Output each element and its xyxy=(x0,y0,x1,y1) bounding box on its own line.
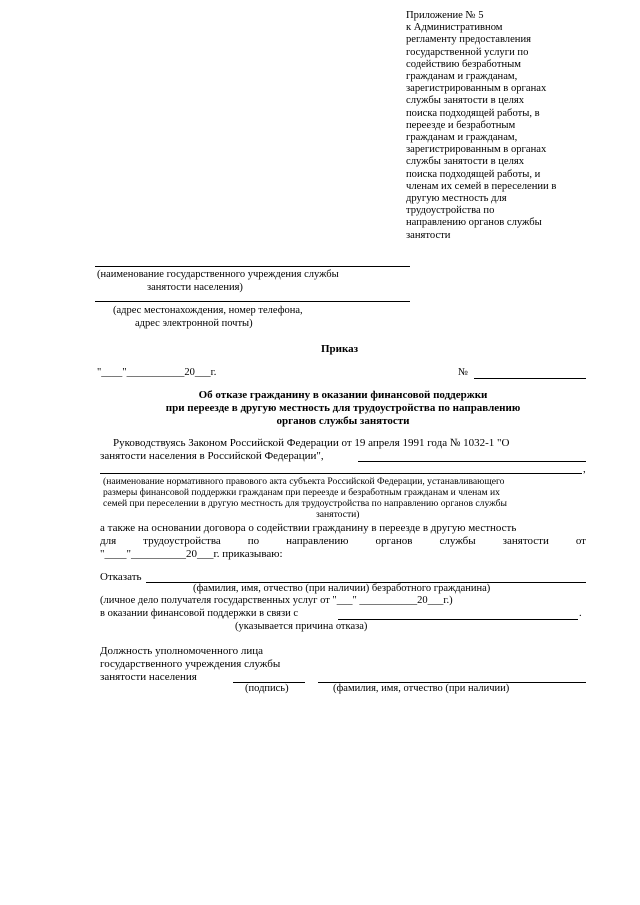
signature-position-3: занятости населения xyxy=(100,671,197,683)
appendix-line: гражданам и гражданам, xyxy=(406,71,518,83)
para1-line2: занятости населения в Российской Федерации", xyxy=(100,450,324,462)
signature-position-1: Должность уполномоченного лица xyxy=(100,645,263,657)
para2-line3: "____"__________20___г. приказываю: xyxy=(100,548,283,560)
appendix-line: трудоустройства по xyxy=(406,205,495,217)
reason-hint: (указывается причина отказа) xyxy=(235,621,368,632)
para2-word: направлению xyxy=(286,535,349,547)
order-number-line xyxy=(474,378,586,379)
appendix-line: другую местность для xyxy=(406,193,507,205)
para2-line2 xyxy=(100,535,586,547)
address-hint-1: (адрес местонахождения, номер телефона, xyxy=(113,305,303,316)
appendix-line: поиска подходящей работы, и xyxy=(406,168,541,180)
act-hint-3: семей при переселении в другую местность для трудоустройства по направлению органов службы xyxy=(103,498,507,509)
address-line xyxy=(95,301,410,302)
para2-word: занятости xyxy=(502,535,549,547)
refusal-text: в оказании финансовой поддержки в связи с xyxy=(100,608,299,619)
address-hint-2: адрес электронной почты) xyxy=(135,318,253,329)
appendix-line: содействию безработным xyxy=(406,58,521,70)
para2-word: для xyxy=(100,535,117,547)
appendix-line: зарегистрированным в органах xyxy=(406,83,547,95)
order-title: Приказ xyxy=(321,343,359,355)
act-fill-line-2 xyxy=(100,473,582,474)
sign-hint: (подпись) xyxy=(245,683,289,694)
act-fill-line-1 xyxy=(358,461,586,462)
refuse-label: Отказать xyxy=(100,571,142,583)
para2-line1: а также на основании договора о содействии гражданину в переезде в другую местность xyxy=(100,522,517,534)
appendix-line: государственной услуги по xyxy=(406,46,529,58)
institution-hint-2: занятости населения) xyxy=(147,282,243,293)
order-number-label: № xyxy=(458,367,469,378)
institution-hint-1: (наименование государственного учреждения службы xyxy=(97,269,339,280)
appendix-line: регламенту предоставления xyxy=(406,34,532,46)
case-text: (личное дело получателя государственных услуг от "___" ___________20___г.) xyxy=(100,595,453,606)
appendix-line: к Административном xyxy=(406,22,503,34)
name-hint: (фамилия, имя, отчество (при наличии) xyxy=(333,683,510,694)
citizen-hint: (фамилия, имя, отчество (при наличии) безработного гражданина) xyxy=(193,583,491,594)
appendix-line: службы занятости в целях xyxy=(406,156,525,168)
appendix-line: зарегистрированным в органах xyxy=(406,144,547,156)
appendix-line: направлению органов службы xyxy=(406,217,542,229)
appendix-line: поиска подходящей работы, в xyxy=(406,107,540,119)
order-subject-3: органов службы занятости xyxy=(276,415,410,427)
para2-word: органов xyxy=(375,535,413,547)
appendix-line: Приложение № 5 xyxy=(406,10,484,21)
reason-line xyxy=(338,619,578,620)
appendix-line: гражданам и гражданам, xyxy=(406,132,518,144)
institution-line xyxy=(95,266,410,267)
signature-position-2: государственного учреждения службы xyxy=(100,658,281,670)
appendix-line: переезде и безработным xyxy=(406,119,516,131)
appendix-block xyxy=(406,10,606,242)
appendix-line: службы занятости в целях xyxy=(406,95,525,107)
para2-word: по xyxy=(247,535,260,547)
para2-word: от xyxy=(575,535,586,547)
appendix-line: занятости xyxy=(406,229,451,241)
order-date: "____"___________20___г. xyxy=(97,367,217,378)
para2-word: службы xyxy=(439,535,476,547)
act-hint-4: занятости) xyxy=(316,509,360,520)
order-subject-2: при переезде в другую местность для трудоустройства по направлению xyxy=(165,402,521,414)
act-hint-1: (наименование нормативного правового акта субъекта Российской Федерации, устанавливающего xyxy=(103,476,505,487)
para2-word: трудоустройства xyxy=(143,535,221,547)
refusal-period: . xyxy=(579,608,582,619)
appendix-line: членам их семей в переселении в xyxy=(406,180,557,192)
order-subject-1: Об отказе гражданину в оказании финансовой поддержки xyxy=(198,389,488,401)
act-trailing-comma: , xyxy=(583,463,586,475)
act-hint-2: размеры финансовой поддержки гражданам при переезде и безработным гражданам и членам их xyxy=(103,487,500,498)
para1-line1: Руководствуясь Законом Российской Федерации от 19 апреля 1991 года № 1032-1 "О xyxy=(113,437,510,449)
